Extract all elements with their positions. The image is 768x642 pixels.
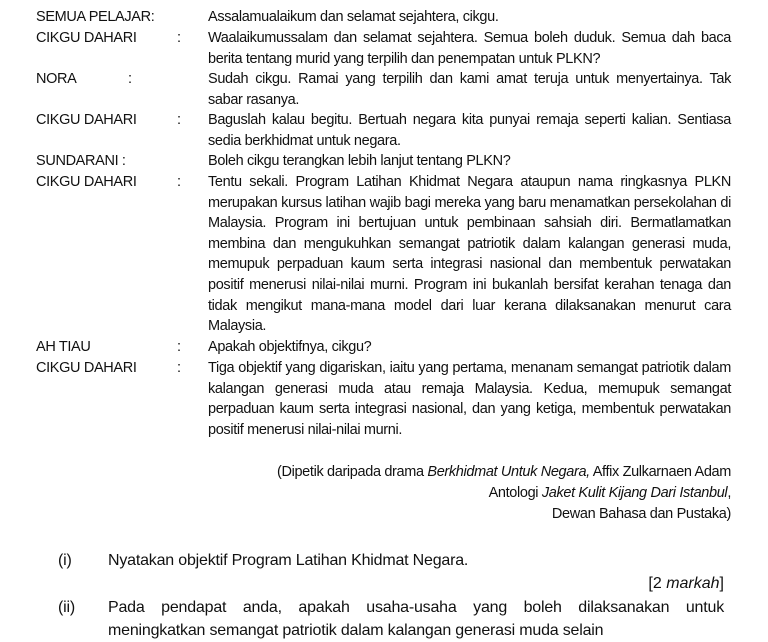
speaker-name: SUNDARANI : xyxy=(36,153,126,169)
source-drama-title: Berkhidmat Untuk Negara, xyxy=(427,464,590,480)
dialogue-text: Sudah cikgu. Ramai yang terpilih dan kami amat teruja untuk menyertainya. Tak sabar rasanya. xyxy=(208,71,731,108)
source-text: , xyxy=(727,485,731,501)
speaker-colon: : xyxy=(177,30,181,46)
speaker-name: SEMUA PELAJAR: xyxy=(36,9,155,25)
speaker-colon: : xyxy=(128,71,132,87)
speaker-name: CIKGU DAHARI xyxy=(36,30,137,46)
speaker-name: CIKGU DAHARI xyxy=(36,112,137,128)
speaker-name: NORA xyxy=(36,71,77,87)
dialogue-text: Tiga objektif yang digariskan, iaitu yang pertama, menanam semangat patriotik dalam kalangan generasi muda atau remaja Malaysia. Kedua, memupuk semangat perpaduan kaum serta integrasi nasional, dan yang ketiga, membentuk perwatakan positif menerusi nilai-nilai murni. xyxy=(208,360,731,438)
source-anthology-title: Jaket Kulit Kijang Dari Istanbul xyxy=(541,485,728,501)
source-text: Antologi xyxy=(488,485,542,501)
speaker-colon: : xyxy=(177,112,181,128)
speaker-colon: : xyxy=(177,360,181,376)
speaker-colon: : xyxy=(177,174,181,190)
question-text: Pada pendapat anda, apakah usaha-usaha yang boleh dilaksanakan untuk meningkatkan semangat patriotik dalam kalangan generasi muda selain xyxy=(108,599,724,639)
speaker-name: CIKGU DAHARI xyxy=(36,174,137,190)
dialogue-text: Baguslah kalau begitu. Bertuah negara kita punyai remaja seperti kalian. Sentiasa sedia berkhidmat untuk negara. xyxy=(208,112,731,149)
dialogue-text: Tentu sekali. Program Latihan Khidmat Negara ataupun nama ringkasnya PLKN merupakan kursus latihan wajib bagi mereka yang baru menamatkan persekolahan di Malaysia. Program ini bertujuan untuk pembinaan sahsiah diri. Bermatlamatkan membina dan mengukuhkan semangat patriotik dalam kalangan generasi muda, memupuk perpaduan kaum serta integrasi nasional dan membentuk perwatakan positif menerusi nilai-nilai murni. Program ini bukanlah bersifat kerahan tenaga dan tidak mengikut mana-mana model dari luar kerana dilaksanakan menurut cara Malaysia. xyxy=(208,174,731,335)
speaker-name: AH TIAU xyxy=(36,339,91,355)
dialogue-text: Assalamualaikum dan selamat sejahtera, cikgu. xyxy=(208,9,499,25)
dialogue-text: Boleh cikgu terangkan lebih lanjut tentang PLKN? xyxy=(208,153,511,169)
marks-label: [2 markah] xyxy=(648,575,724,592)
question-number: (ii) xyxy=(58,599,75,616)
dialogue-text: Waalaikumussalam dan selamat sejahtera. Semua boleh duduk. Semua dah baca berita tentang murid yang terpilih dan penempatan untuk PLKN? xyxy=(208,30,731,67)
source-publisher: Dewan Bahasa dan Pustaka) xyxy=(551,506,731,522)
source-text: (Dipetik daripada drama xyxy=(277,464,428,480)
question-text: Nyatakan objektif Program Latihan Khidmat Negara. xyxy=(108,552,469,569)
source-citation-line xyxy=(31,483,731,504)
source-citation-line xyxy=(31,504,731,525)
dialogue-text: Apakah objektifnya, cikgu? xyxy=(208,339,372,355)
source-author: Affix Zulkarnaen Adam xyxy=(589,464,731,480)
speaker-colon: : xyxy=(177,339,181,355)
question-number: (i) xyxy=(58,552,72,569)
speaker-name: CIKGU DAHARI xyxy=(36,360,137,376)
source-citation-line xyxy=(31,462,731,483)
marks-word: markah xyxy=(666,575,720,592)
